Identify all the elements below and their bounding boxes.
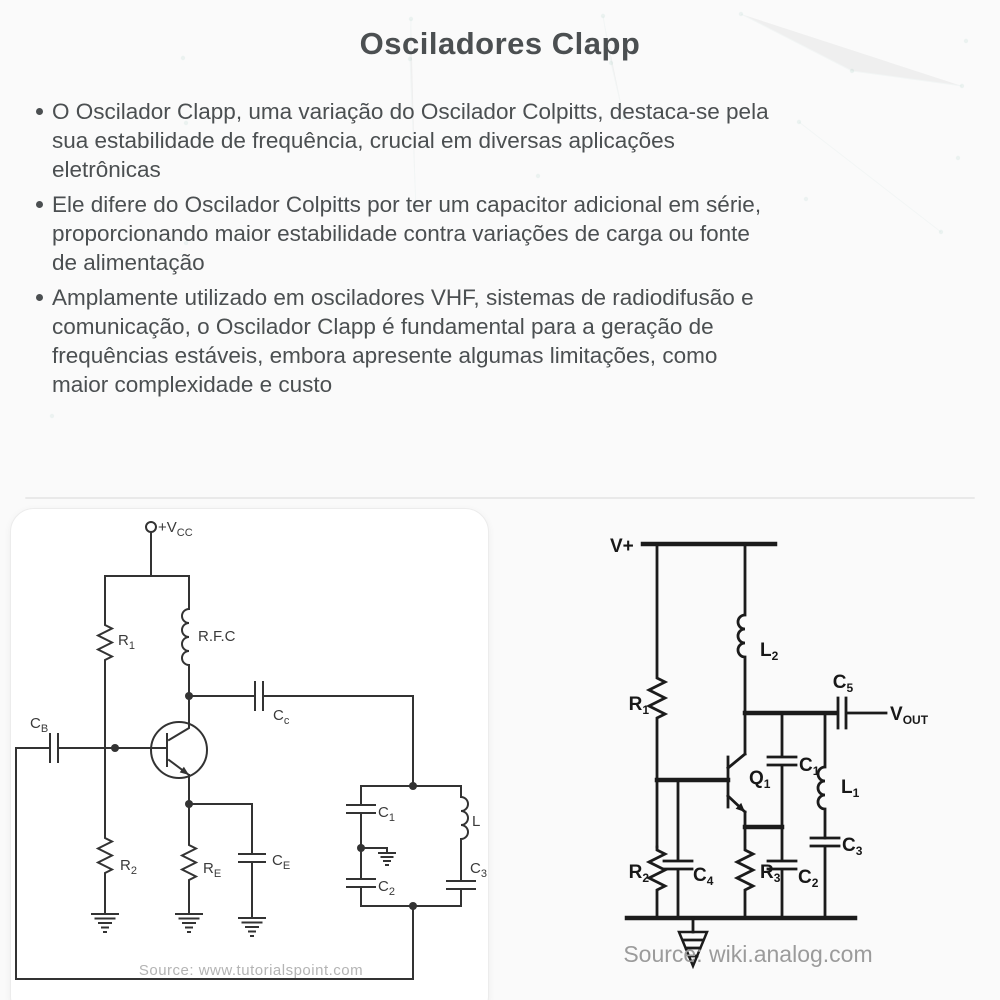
ground-icon (176, 914, 202, 932)
svg-text:R2 (629, 862, 650, 885)
capacitor-c3 (811, 835, 863, 918)
svg-text:Q1 (749, 768, 771, 791)
r3-label: R (760, 862, 774, 883)
bullet-line: Amplamente utilizado em osciladores VHF, sistemas de radiodifusão e (52, 285, 754, 310)
list-item (36, 97, 952, 184)
svg-text:C3 (470, 860, 487, 880)
vout-label: V (890, 704, 903, 725)
bullet-line: maior complexidade e custo (52, 372, 333, 397)
vout-label-sub: OUT (902, 713, 929, 727)
c5-label: C (832, 672, 847, 693)
svg-text:C2 (798, 867, 819, 890)
l2-label: L (760, 640, 772, 661)
c2-label: C (378, 878, 389, 895)
ground-icon (239, 918, 265, 936)
ce-label-sub: E (282, 860, 291, 872)
svg-text:Cc (273, 707, 290, 727)
feedback-wire (16, 748, 413, 979)
re-label: R (203, 860, 214, 877)
resistor-r1 (98, 576, 135, 748)
svg-text:VOUT (890, 704, 929, 727)
c2-label: C (798, 867, 812, 888)
svg-text:C4 (693, 865, 714, 888)
c5-label-sub: 5 (846, 681, 854, 695)
resistor-r1 (629, 544, 665, 847)
r2-label-sub: 2 (642, 871, 649, 885)
inductor-rfc (182, 576, 236, 696)
c4-label: C (693, 865, 707, 886)
vcc-label-sub: CC (176, 527, 193, 539)
bullet-icon (36, 201, 43, 208)
svg-text:RE (203, 860, 221, 880)
svg-text:R3 (760, 862, 781, 885)
inductor-l2 (738, 544, 779, 713)
q1-label: Q (749, 768, 764, 789)
clapp-oscillator-schematic-2 (570, 520, 1000, 1000)
resistor-re (176, 804, 221, 932)
page-title: Osciladores Clapp (359, 26, 641, 61)
cc-label-sub: c (283, 715, 290, 727)
svg-text:C5 (833, 672, 854, 695)
ground-icon (92, 914, 118, 932)
capacitor-cb (16, 715, 115, 762)
cb-label: C (30, 715, 41, 732)
c1-label: C (378, 804, 389, 821)
r2-label-sub: 2 (130, 865, 137, 877)
q1-label-sub: 1 (763, 777, 771, 791)
svg-text:CB (30, 715, 48, 735)
r1-label-sub: 1 (128, 640, 135, 652)
l1-label: L (841, 777, 853, 798)
svg-text:L1 (841, 777, 860, 800)
resistor-r2 (92, 748, 137, 932)
c1-label-sub: 1 (388, 812, 395, 824)
bullet-line: proporcionando maior estabilidade contra variações de carga ou fonte (52, 221, 750, 246)
inductor-l1 (818, 713, 860, 838)
bullet-icon (36, 294, 43, 301)
re-label-sub: E (213, 868, 222, 880)
bullet-line: sua estabilidade de frequência, crucial em diversas aplicações (52, 128, 675, 153)
capacitor-c4 (664, 780, 714, 918)
cb-label-sub: B (40, 723, 49, 735)
c4-label-sub: 4 (706, 874, 714, 888)
bullet-text (52, 190, 761, 277)
capacitor-c5 (833, 672, 886, 728)
r3-label-sub: 3 (773, 871, 781, 885)
c1-label-sub: 1 (812, 764, 820, 778)
cc-label: C (273, 707, 284, 724)
bullet-line: O Oscilador Clapp, uma variação do Oscilador Colpitts, destaca-se pela (52, 99, 769, 124)
transistor (115, 696, 207, 804)
section-divider (25, 497, 975, 499)
transistor-q1 (657, 713, 771, 827)
r1-label-sub: 1 (642, 703, 649, 717)
svg-text:R1 (629, 694, 650, 717)
c1-label: C (799, 755, 813, 776)
list-item (36, 190, 952, 277)
bullet-text (52, 97, 769, 184)
capacitor-c3 (447, 860, 487, 906)
resistor-r3 (737, 827, 781, 918)
vplus-label: V+ (610, 536, 634, 557)
c2-label-sub: 2 (811, 876, 819, 890)
bullet-list (36, 97, 952, 405)
bullet-line: Ele difere do Oscilador Colpitts por ter um capacitor adicional em série, (52, 192, 762, 217)
l2-label-sub: 2 (771, 649, 779, 663)
svg-text:R1 (118, 632, 135, 652)
svg-text:L2 (760, 640, 779, 663)
left-circuit-card (10, 508, 489, 1000)
c3-label: C (470, 860, 481, 877)
l1-label-sub: 1 (852, 786, 860, 800)
ce-label: C (272, 852, 283, 869)
clapp-oscillator-schematic (11, 509, 490, 1000)
list-item (36, 283, 952, 399)
rfc-label: R.F.C (198, 628, 236, 645)
vplus-rail (610, 536, 775, 557)
capacitor-c1 (347, 786, 395, 848)
bullet-line: de alimentação (52, 250, 205, 275)
svg-text:C3 (842, 835, 863, 858)
source-credit: Source: wiki.analog.com (623, 941, 873, 967)
svg-text:+VCC (158, 519, 193, 539)
tank-circuit (347, 782, 487, 910)
resistor-r2 (629, 847, 665, 918)
r1-label: R (628, 694, 643, 715)
r2-label: R (120, 857, 131, 874)
r2-label: R (628, 862, 643, 883)
svg-text:CE (272, 852, 290, 872)
c3-label-sub: 3 (480, 868, 487, 880)
vcc-label: +V (158, 519, 177, 536)
bullet-text (52, 283, 754, 399)
r1-label: R (118, 632, 129, 649)
ground-icon (361, 848, 395, 865)
svg-text:C1 (378, 804, 395, 824)
capacitor-cc (189, 682, 413, 786)
c2-label-sub: 2 (388, 886, 395, 898)
c3-label: C (842, 835, 856, 856)
vcc-terminal (146, 519, 193, 576)
svg-text:R2 (120, 857, 137, 877)
bullet-line: comunicação, o Oscilador Clapp é fundamental para a geração de (52, 314, 714, 339)
svg-text:C2 (378, 878, 395, 898)
bullet-icon (36, 108, 43, 115)
bullet-line: eletrônicas (52, 157, 161, 182)
l-label: L (472, 813, 481, 830)
c3-label-sub: 3 (855, 844, 863, 858)
bullet-line: frequências estáveis, embora apresente algumas limitações, como (52, 343, 718, 368)
right-circuit-diagram (570, 520, 1000, 1000)
source-credit: Source: www.tutorialspoint.com (138, 962, 364, 979)
capacitor-c1 (768, 713, 820, 827)
